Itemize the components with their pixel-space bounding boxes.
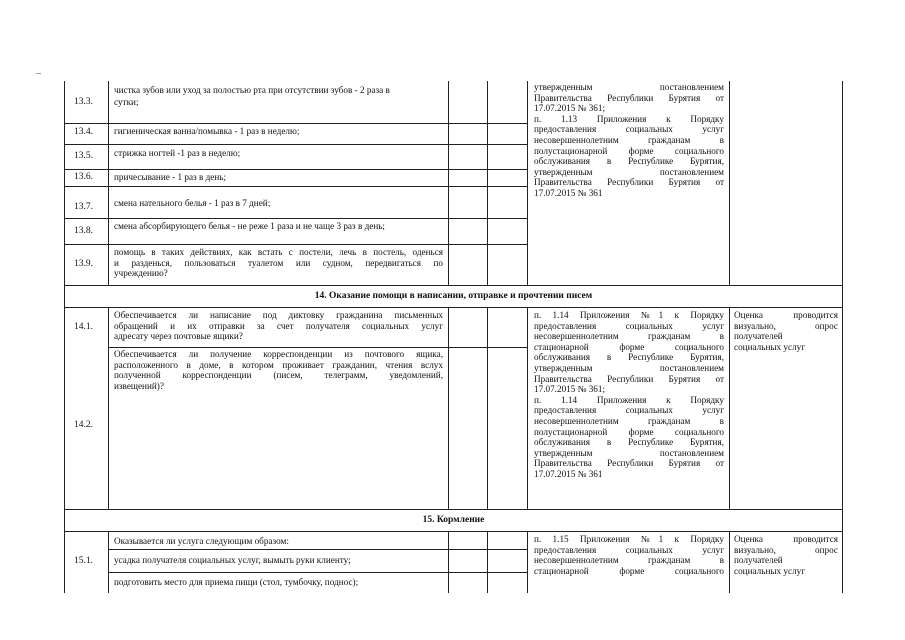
row-number: 13.5.: [74, 151, 93, 161]
method-text: Оценка проводится визуально, опрос получателей социальных услуг: [734, 534, 838, 576]
section-heading: 14. Оказание помощи в написании, отправке и прочтении писем: [314, 291, 593, 301]
row-text: чистка зубов или уход за полостью рта при отсутствии зубов - 2 раза в: [114, 85, 390, 95]
col-divider: [527, 81, 528, 285]
col-divider: [108, 81, 109, 285]
row-number: 15.1.: [74, 556, 93, 566]
col-divider: [487, 307, 488, 509]
checklist-table: [64, 81, 843, 593]
col-divider: [448, 307, 449, 509]
col-divider: [729, 307, 730, 509]
col-divider: [108, 307, 109, 509]
row-line: [108, 347, 527, 348]
row-line: [64, 509, 843, 510]
row-line: [64, 186, 527, 187]
row-line: [64, 307, 843, 308]
row-line: [64, 531, 843, 532]
basis-text: п. 1.14 Приложения №1 к Порядку предоставления социальных услуг несовершеннолетним гражданам в стационарной форме социального обслуживания в Республике Бурятия, утвержденным постановлением Правительства Республики Бурятия от 17.07.2015 № 361; п. 1.14 Приложения к Порядку предоставления социальных услуг несовершеннолетним гражданам в полустационарной форме социального обслуживания в Республике Бурятия, утвержденным постановлением Правительства Республики Бурятия от 17.07.2015 № 361: [534, 310, 724, 479]
basis-text: утвержденным постановлением Правительства Республики Бурятия от 17.07.2015 № 361; п. 1.13 Приложения к Порядку предоставления социальных услуг несовершеннолетним гражданам в полустационарной форме социального обслуживания в Республике Бурятия, утвержденным постановлением Правительства Республики Бурятия от 17.07.2015 № 361: [534, 82, 724, 198]
row-text: усадка получателя социальных услуг, вымыть руки клиенту;: [114, 555, 351, 565]
row-text: причесывание - 1 раз в день;: [114, 172, 226, 182]
method-text: Оценка проводится визуально, опрос получателей социальных услуг: [734, 310, 838, 352]
row-text: смена нательного белья - 1 раз в 7 дней;: [114, 198, 271, 208]
row-line: [64, 169, 527, 170]
margin-mark: [36, 73, 41, 74]
row-text: смена абсорбирующего белья - не реже 1 раза и не чаще 3 раз в день;: [114, 221, 385, 231]
section-heading: 15. Кормление: [422, 515, 485, 525]
col-divider: [729, 531, 730, 593]
row-text: стрижка ногтей -1 раз в неделю;: [114, 148, 241, 158]
col-divider: [527, 307, 528, 509]
col-divider: [487, 81, 488, 285]
col-divider: [527, 531, 528, 593]
row-line: [108, 572, 527, 573]
row-text: гигиеническая ванна/помывка - 1 раз в неделю;: [114, 126, 300, 136]
row-number: 14.2.: [74, 420, 93, 430]
row-line: [64, 218, 527, 219]
row-line: [64, 123, 527, 124]
row-text: сутки;: [114, 97, 139, 107]
row-number: 13.7.: [74, 202, 93, 212]
row-text: подготовить место для приема пищи (стол, тумбочку, поднос);: [114, 577, 359, 587]
row-text: помощь в таких действиях, как встать с постели, лечь в постель, оденься и разденься, пользоваться туалетом или судном, передвигаться по учреждению?: [114, 247, 443, 279]
row-line: [64, 285, 843, 286]
row-text: Оказывается ли услуга следующим образом:: [114, 536, 289, 546]
row-number: 13.6.: [74, 172, 93, 182]
row-line: [64, 244, 527, 245]
col-divider: [487, 531, 488, 593]
basis-text: п. 1.15 Приложения №1 к Порядку предоставления социальных услуг несовершеннолетним гражданам в стационарной форме социального: [534, 534, 724, 576]
row-number: 13.8.: [74, 226, 93, 236]
row-number: 14.1.: [74, 322, 93, 332]
col-divider: [448, 531, 449, 593]
col-divider: [108, 531, 109, 593]
row-line: [64, 144, 527, 145]
col-divider: [729, 81, 730, 285]
row-text: Обеспечивается ли написание под диктовку гражданина письменных обращений и их отправки за счет получателя социальных услуг адресату через почтовые ящики?: [114, 310, 443, 342]
row-number: 13.3.: [74, 97, 93, 107]
col-divider: [448, 81, 449, 285]
row-line: [108, 549, 527, 550]
row-number: 13.9.: [74, 259, 93, 269]
row-text: Обеспечивается ли получение корреспонденции из почтового ящика, расположенного в доме, в котором проживает гражданин, чтения вслух полученной корреспонденции (писем, телеграмм, уведомлений, извещений)?: [114, 349, 443, 391]
row-number: 13.4.: [74, 127, 93, 137]
